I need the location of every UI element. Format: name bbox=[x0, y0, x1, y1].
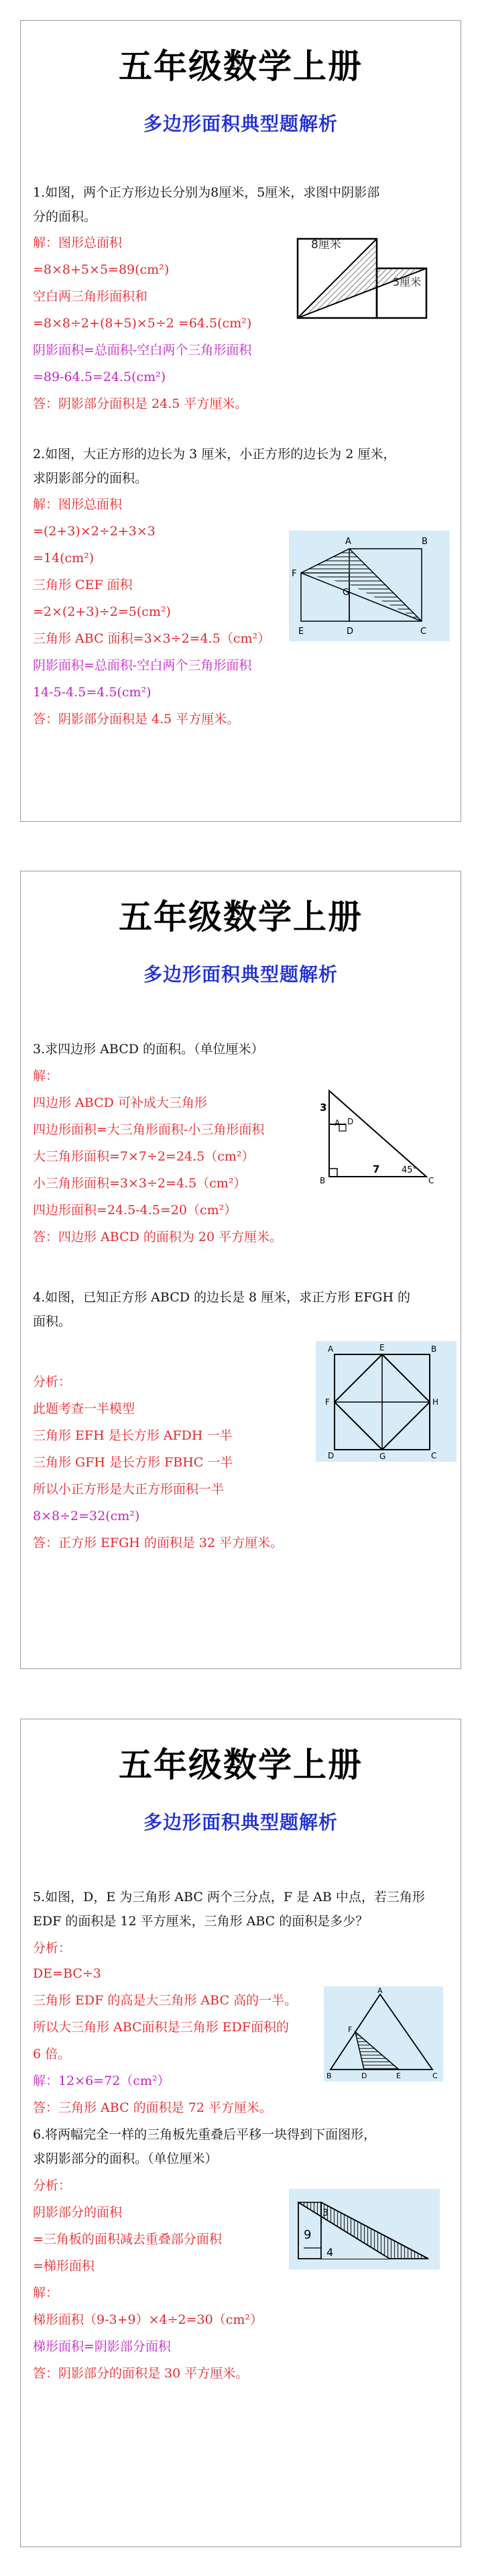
q5-fig-label-d: D bbox=[361, 2072, 367, 2080]
q2-sol-2: =(2+3)×2÷2+3×3 bbox=[33, 524, 156, 539]
page-title: 五年级数学上册 bbox=[119, 897, 363, 936]
q4-sol-1: 此题考查一半模型 bbox=[33, 1401, 135, 1416]
q6-answer: 答：阴影部分的面积是 30 平方厘米。 bbox=[33, 2366, 249, 2381]
q5-sol-4: 6 倍。 bbox=[33, 2047, 71, 2061]
q5-calc: 解：12×6=72（cm²） bbox=[33, 2074, 170, 2088]
q6-solve-head: 解： bbox=[33, 2286, 59, 2300]
q1-sol-1: 解：图形总面积 bbox=[33, 235, 123, 250]
q3-fig-label-d: D bbox=[347, 1117, 354, 1126]
q2-fig-label-b: B bbox=[422, 537, 428, 547]
q3-sol-3: 大三角形面积=7×7÷2=24.5（cm²） bbox=[33, 1149, 255, 1164]
q5-sol-head: 分析： bbox=[33, 1941, 72, 1955]
q4-calc: 8×8÷2=32(cm²) bbox=[33, 1509, 140, 1523]
q5-figure bbox=[324, 1986, 443, 2082]
q4-fig-label-e: E bbox=[379, 1343, 385, 1352]
q2-formula: 阴影面积=总面积-空白两个三角形面积 bbox=[33, 658, 252, 673]
q3-fig-label-7: 7 bbox=[373, 1163, 380, 1175]
page-card-1 bbox=[20, 20, 461, 822]
q2-fig-label-g: G bbox=[343, 588, 350, 598]
q3-sol-4: 小三角形面积=3×3÷2=4.5（cm²） bbox=[33, 1176, 247, 1191]
q5-fig-label-f: F bbox=[348, 2025, 353, 2034]
q2-fig-label-f: F bbox=[292, 569, 297, 579]
page-subtitle: 多边形面积典型题解析 bbox=[143, 1811, 338, 1833]
q5-answer: 答：三角形 ABC 的面积是 72 平方厘米。 bbox=[33, 2100, 272, 2115]
q1-line-2: 分的面积。 bbox=[33, 209, 97, 224]
q2-figure bbox=[289, 531, 450, 641]
q6-sol-2: =三角板的面积减去重叠部分面积 bbox=[33, 2232, 222, 2247]
q4-sol-head: 分析： bbox=[33, 1375, 72, 1389]
q3-fig-label-45: 45° bbox=[402, 1165, 418, 1175]
q2-fig-label-d: D bbox=[347, 627, 354, 637]
q4-line-2: 面积。 bbox=[33, 1314, 72, 1329]
q6-line-1: 6.将两幅完全一样的三角板先重叠后平移一块得到下面图形， bbox=[33, 2127, 377, 2142]
q3-line-1: 3.求四边形 ABCD 的面积。（单位厘米） bbox=[33, 1042, 264, 1057]
page-title: 五年级数学上册 bbox=[119, 46, 363, 86]
q1-sol-2: =8×8+5×5=89(cm²) bbox=[33, 262, 170, 277]
page-subtitle: 多边形面积典型题解析 bbox=[143, 963, 338, 985]
q4-line-1: 4.如图，已知正方形 ABCD 的边长是 8 厘米，求正方形 EFGH 的 bbox=[33, 1290, 411, 1305]
q2-line-1: 2.如图，大正方形的边长为 3 厘米，小正方形的边长为 2 厘米， bbox=[33, 447, 396, 462]
q5-sol-3: 所以大三角形 ABC面积是三角形 EDF面积的 bbox=[33, 2020, 289, 2035]
q2-line-2: 求阴影部分的面积。 bbox=[33, 471, 148, 486]
q3-sol-2: 四边形面积=大三角形面积-小三角形面积 bbox=[33, 1122, 265, 1137]
page-card-2 bbox=[20, 871, 461, 1669]
q4-fig-label-c: C bbox=[431, 1451, 437, 1460]
q5-fig-label-e: E bbox=[396, 2072, 401, 2080]
q6-fig-label-4: 4 bbox=[326, 2246, 334, 2259]
q4-figure bbox=[316, 1341, 457, 1462]
q2-fig-label-c: C bbox=[420, 627, 427, 637]
q1-answer: 答：阴影部分面积是 24.5 平方厘米。 bbox=[33, 396, 248, 411]
q2-fig-label-a: A bbox=[345, 537, 351, 547]
q5-fig-label-b: B bbox=[326, 2072, 332, 2080]
q5-sol-2: 三角形 EDF 的高是大三角形 ABC 高的一半。 bbox=[33, 1993, 298, 2008]
q1-sol-3: 空白两三角形面积和 bbox=[33, 289, 148, 304]
q6-line-2: 求阴影部分的面积。（单位厘米） bbox=[33, 2151, 218, 2166]
q6-fig-label-3: 3 bbox=[322, 2208, 328, 2218]
q6-calc: 梯形面积（9-3+9）×4÷2=30（cm²） bbox=[33, 2312, 263, 2327]
q3-fig-label-a: A bbox=[335, 1118, 341, 1128]
q4-sol-4: 所以小正方形是大正方形面积一半 bbox=[33, 1482, 225, 1497]
q6-formula: 梯形面积=阴影部分面积 bbox=[33, 2339, 171, 2354]
q5-sol-1: DE=BC÷3 bbox=[33, 1966, 101, 1981]
q3-sol-head: 解： bbox=[33, 1069, 59, 1083]
q2-sol-6: 三角形 ABC 面积=3×3÷2=4.5（cm²） bbox=[33, 631, 271, 646]
q3-answer: 答：四边形 ABCD 的面积为 20 平方厘米。 bbox=[33, 1230, 283, 1244]
q4-fig-label-d: D bbox=[328, 1451, 335, 1460]
q2-answer: 答：阴影部分面积是 4.5 平方厘米。 bbox=[33, 712, 240, 727]
q1-fig-label-5: 5厘米 bbox=[393, 276, 422, 288]
q1-formula: 阴影面积=总面积-空白两个三角形面积 bbox=[33, 343, 252, 358]
q2-sol-5: =2×(2+3)÷2=5(cm²) bbox=[33, 604, 171, 619]
q4-fig-label-b: B bbox=[431, 1344, 437, 1354]
q2-calc: 14-5-4.5=4.5(cm²) bbox=[33, 685, 152, 700]
q1-fig-label-8: 8厘米 bbox=[311, 238, 341, 252]
q4-answer: 答：正方形 EFGH 的面积是 32 平方厘米。 bbox=[33, 1536, 284, 1550]
q3-fig-label-3: 3 bbox=[320, 1102, 327, 1114]
q3-figure bbox=[316, 1083, 440, 1189]
q3-sol-5: 四边形面积=24.5-4.5=20（cm²） bbox=[33, 1203, 237, 1218]
q5-fig-label-c: C bbox=[432, 2072, 438, 2080]
q6-sol-3: =梯形面积 bbox=[33, 2259, 95, 2273]
q5-line-1: 5.如图，D，E 为三角形 ABC 两个三分点，F 是 AB 中点，若三角形 bbox=[33, 1890, 425, 1904]
page-title: 五年级数学上册 bbox=[119, 1745, 363, 1784]
page-card-3 bbox=[20, 1719, 461, 2547]
q5-fig-label-a: A bbox=[377, 1986, 383, 1995]
q4-sol-3: 三角形 GFH 是长方形 FBHC 一半 bbox=[33, 1455, 233, 1470]
q6-sol-1: 阴影部分的面积 bbox=[33, 2205, 123, 2220]
q1-figure bbox=[292, 232, 450, 325]
q5-line-2: EDF 的面积是 12 平方厘米，三角形 ABC 的面积是多少？ bbox=[33, 1914, 369, 1929]
q6-sol-head: 分析： bbox=[33, 2178, 72, 2193]
q2-sol-1: 解：图形总面积 bbox=[33, 497, 123, 512]
q4-fig-label-a: A bbox=[328, 1344, 334, 1354]
q3-fig-label-b: B bbox=[320, 1176, 326, 1185]
q2-sol-3: =14(cm²) bbox=[33, 551, 95, 566]
q4-fig-label-g: G bbox=[379, 1452, 386, 1461]
q6-figure bbox=[289, 2189, 440, 2269]
q2-sol-4: 三角形 CEF 面积 bbox=[33, 578, 133, 592]
q3-fig-label-c: C bbox=[428, 1176, 434, 1185]
q1-line-1: 1.如图，两个正方形边长分别为8厘米，5厘米，求图中阴影部 bbox=[33, 185, 380, 200]
q6-fig-label-9: 9 bbox=[304, 2228, 312, 2242]
q4-fig-label-h: H bbox=[432, 1397, 439, 1407]
q2-fig-label-e: E bbox=[298, 627, 304, 637]
page-subtitle: 多边形面积典型题解析 bbox=[143, 113, 338, 135]
q1-calc: =89-64.5=24.5(cm²) bbox=[33, 370, 166, 384]
q4-sol-2: 三角形 EFH 是长方形 AFDH 一半 bbox=[33, 1428, 233, 1443]
q1-sol-4: =8×8÷2+(8+5)×5÷2 =64.5(cm²) bbox=[33, 316, 252, 331]
q3-sol-1: 四边形 ABCD 可补成大三角形 bbox=[33, 1095, 207, 1110]
q4-fig-label-f: F bbox=[325, 1397, 330, 1407]
